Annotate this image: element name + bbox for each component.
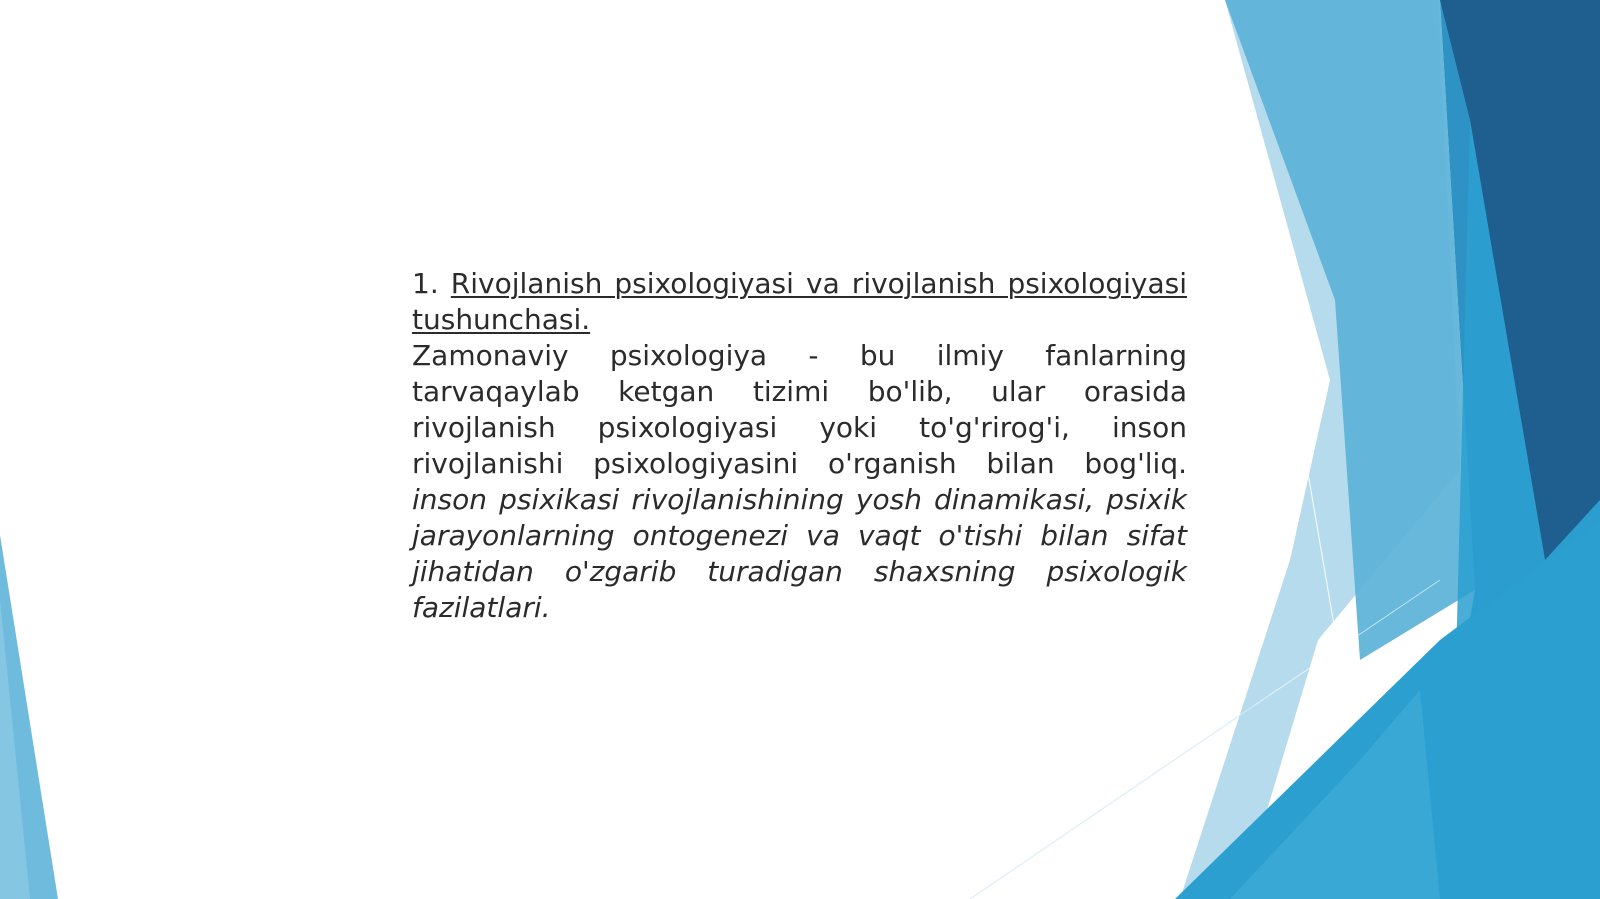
heading-paragraph [412,266,1187,338]
slide-text-block [412,266,1187,626]
body-regular-text: Zamonaviy psixologiya - bu ilmiy fanlarning tarvaqaylab ketgan tizimi bo'lib, ular orasida rivojlanish psixologiyasi yoki to'g'rirog'i, inson rivojlanishi psixologiyasini o'rganish bilan bog'liq. [412,339,1187,480]
heading-title: Rivojlanish psixologiyasi va rivojlanish psixologiyasi tushunchasi. [412,267,1187,336]
body-italic-text: inson psixikasi rivojlanishining yosh dinamikasi, psixik jarayonlarning ontogenezi va vaqt o'tishi bilan sifat jihatidan o'zgarib turadigan shaxsning psixologik fazilatlari. [412,483,1187,624]
heading-number: 1. [412,267,451,300]
body-paragraph [412,338,1187,626]
